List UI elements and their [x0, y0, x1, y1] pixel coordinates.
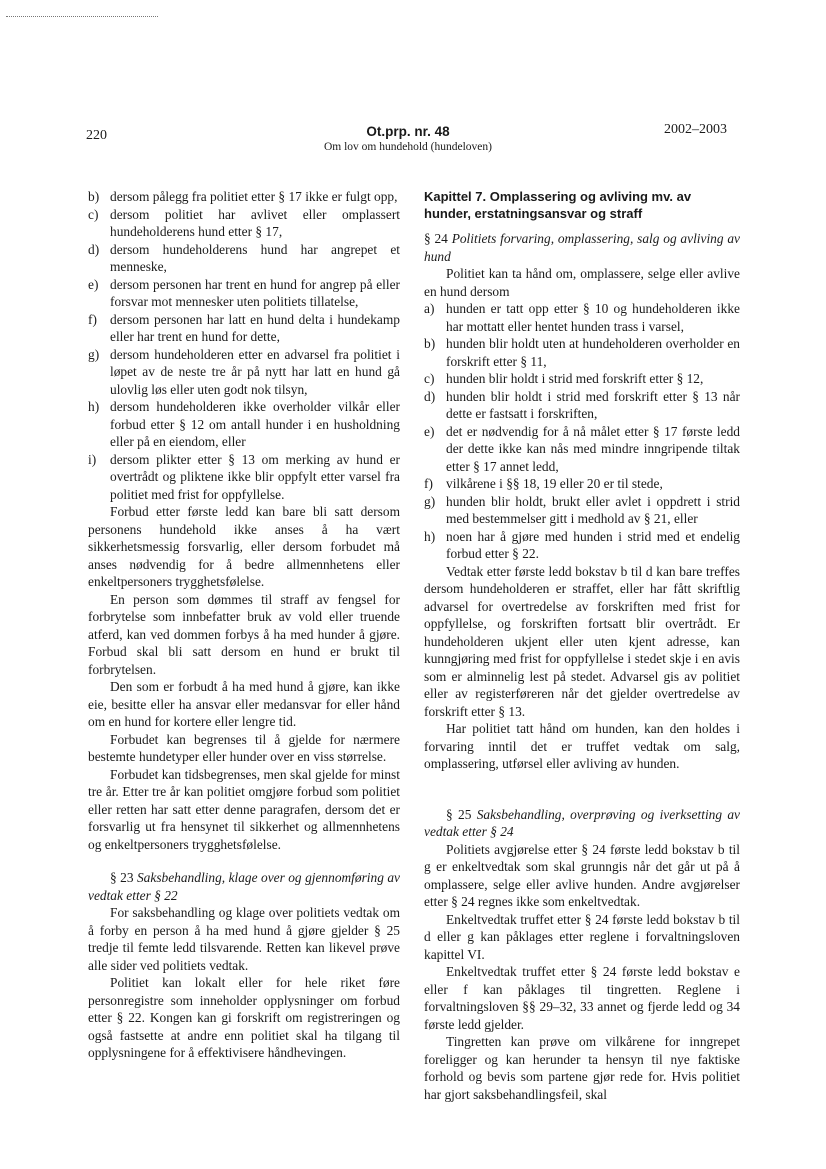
list-item: [88, 206, 400, 241]
paragraph: For saksbehandling og klage over politiets vedtak om å forby en person å ha med hund å gjøre gjelder § 25 tredje til femte ledd tilsvarende. Retten kan likevel prøve alle sider ved politiets vedtak.: [88, 905, 400, 973]
list-item-text: dersom pålegg fra politiet etter § 17 ikke er fulgt opp,: [110, 189, 398, 204]
list-item-text: hunden er tatt opp etter § 10 og hundeholderen ikke har mottatt eller hentet hunden trass i varsel,: [446, 301, 740, 334]
list-marker: b): [424, 336, 436, 351]
list-item-text: dersom hundeholderens hund har angrepet et menneske,: [110, 241, 400, 274]
paragraph: Politiet kan ta hånd om, omplassere, selge eller avlive en hund dersom: [424, 266, 740, 299]
paragraph: Forbudet kan begrenses til å gjelde for nærmere bestemte hundetyper eller hunder over en viss størrelse.: [88, 731, 400, 764]
list-item: [88, 398, 400, 451]
list-item-text: vilkårene i §§ 18, 19 eller 20 er til stede,: [446, 476, 663, 491]
list-item-text: dersom plikter etter § 13 om merking av hund er overtrådt og pliktene ikke blir oppfylt etter varsel fra politiet med frist for oppfyllelse.: [110, 451, 400, 502]
right-column: [424, 188, 740, 1103]
section-23: [88, 869, 400, 1062]
list-item: [88, 451, 400, 504]
list-item: [424, 300, 740, 335]
list-marker: c): [424, 371, 435, 386]
list-item: [88, 241, 400, 276]
chapter-title: Kapittel 7. Omplassering og avliving mv. av hunder, erstatningsansvar og straff: [424, 189, 692, 221]
paragraph: Tingretten kan prøve om vilkårene for inngrepet foreligger og kan herunder ta hensyn til nye faktiske forhold og bevis som partene gjør rede for. Hvis politiet har gjort saksbehandlingsfeil, skal: [424, 1034, 740, 1102]
list-item-text: dersom hundeholderen etter en advarsel fra politiet i løpet av de neste tre år på nytt har latt en hund gå ulovlig løs eller uten godt nok tilsyn,: [110, 346, 400, 397]
running-header: [300, 124, 516, 153]
section-title: Saksbehandling, klage over og gjennomføring av vedtak etter § 22: [88, 870, 400, 903]
left-column: [88, 188, 400, 1062]
list-item-text: dersom politiet har avlivet eller omplassert hundeholderens hund etter § 17,: [110, 206, 400, 239]
paragraph: Politiets avgjørelse etter § 24 første ledd bokstav b til g er enkeltvedtak som skal grunngis når det går ut på å omplassere, selge eller avlive hunden. Andre avgjørelser etter § 24 regnes ikke som enkeltvedtak.: [424, 841, 740, 909]
document-title: Ot.prp. nr. 48: [366, 124, 450, 139]
list-item: [424, 493, 740, 528]
section-25: [424, 806, 740, 1104]
paragraph: Har politiet tatt hånd om hunden, kan den holdes i forvaring inntil det er truffet vedtak om salg, omplassering, utførsel eller avliving av hunden.: [424, 721, 740, 771]
list-marker: c): [88, 206, 99, 222]
paragraph: Enkeltvedtak truffet etter § 24 første ledd bokstav b til d eller g kan påklages etter reglene i forvaltningsloven kapittel VI.: [424, 911, 740, 962]
list-marker: i): [88, 451, 97, 467]
list-marker: b): [88, 189, 100, 204]
section-heading: [424, 230, 740, 265]
list-marker: g): [424, 493, 436, 509]
list-item: [424, 370, 740, 388]
list-item: [424, 388, 740, 423]
list-item: [88, 188, 400, 206]
list-item: [88, 311, 400, 346]
list-item: [424, 423, 740, 476]
list-marker: e): [424, 423, 435, 439]
list-marker: f): [424, 476, 433, 491]
list-marker: h): [88, 399, 100, 414]
list-marker: g): [88, 346, 100, 362]
section-title: Politiets forvaring, omplassering, salg og avliving av hund: [424, 231, 740, 264]
list-marker: d): [424, 388, 436, 404]
list-item-text: hunden blir holdt, brukt eller avlet i oppdrett i strid med bestemmelser gitt i medhold av § 21, eller: [446, 493, 740, 526]
list-item-text: hunden blir holdt i strid med forskrift etter § 13 når dette er fastsatt i forskriften,: [446, 388, 740, 421]
section-title: Saksbehandling, overprøving og iverksetting av vedtak etter § 24: [424, 806, 740, 839]
paragraph: Politiet kan lokalt eller for hele riket føre personregistre som inneholder opplysninger om forbud etter § 22. Kongen kan gi forskrift om registreringen og også fastsette at andre enn politiet skal ha tilgang til opplysningene for å effektivisere håndhevingen.: [88, 975, 400, 1060]
paragraph: Forbud etter første ledd kan bare bli satt dersom personens hundehold ikke anses å ha vært sikkerhetsmessig forsvarlig, eller dersom forbudet må anses nødvendig for å bedre allmennhetens eller enkeltpersoners trygghetsfølelse.: [88, 504, 400, 589]
list-marker: f): [88, 311, 97, 327]
list-marker: e): [88, 276, 99, 292]
list-item: [424, 475, 740, 493]
paragraph: En person som dømmes til straff av fengsel for forbrytelse som innbefatter bruk av vold eller truende atferd, kan ved dommen forbys å ha med hunder å gjøre. Forbud skal bli satt dersom en hund er brukt til forbrytelsen.: [88, 591, 400, 677]
paragraph: Forbudet kan tidsbegrenses, men skal gjelde for minst tre år. Etter tre år kan politiet omgjøre forbud som politiet eller retten har satt etter denne paragrafen, dersom det er forsvarlig ut fra hensynet til sikkerhet og allmennhetens og enkeltpersoners trygghetsfølelse.: [88, 766, 400, 852]
list-marker: d): [88, 241, 100, 257]
list-item-text: dersom personen har trent en hund for angrep på eller forsvar mot mennesker uten politiets tillatelse,: [110, 276, 400, 309]
list-marker: a): [424, 301, 435, 316]
section-number: § 24: [424, 231, 448, 246]
document-subtitle: Om lov om hundehold (hundeloven): [323, 141, 492, 153]
list-item: [88, 346, 400, 399]
list-item-text: noen har å gjøre med hunden i strid med et endelig forbud etter § 22.: [446, 528, 740, 561]
paragraph: Enkeltvedtak truffet etter § 24 første ledd bokstav e eller f kan påklages til tingretten. Reglene i forvaltningsloven §§ 29–32, 33 annet og fjerde ledd og 34 første ledd gjelder.: [424, 964, 740, 1032]
section-number: § 25: [446, 806, 472, 822]
section-heading: [424, 806, 740, 841]
list-item-text: dersom personen har latt en hund delta i hundekamp eller har trent en hund for dette,: [110, 311, 400, 344]
session-year: 2002–2003: [664, 122, 727, 137]
page-number: 220: [86, 128, 107, 143]
section-heading: [88, 869, 400, 904]
list-item-text: det er nødvendig for å nå målet etter § 17 første ledd der dette ikke kan nås med mindre inngripende tiltak etter § 17 annet ledd,: [446, 423, 740, 474]
list-item-text: hunden blir holdt i strid med forskrift etter § 12,: [446, 371, 704, 386]
list-item-text: dersom hundeholderen ikke overholder vilkår eller forbud etter § 12 om antall hunder i en husholdning eller på en eiendom, eller: [110, 399, 400, 449]
paragraph: Den som er forbudt å ha med hund å gjøre, kan ikke eie, besitte eller ha ansvar eller medansvar for eller hånd om en hund for kortere eller lengre tid.: [88, 679, 400, 729]
paragraph: Vedtak etter første ledd bokstav b til d kan bare treffes dersom hundeholderen er straffet, eller har fått skriftlig advarsel for overtredelse av forskriften med frist for oppfyllelse, og forskriften fortsatt blir overtrådt. Er hundeholderen ukjent eller uten kjent adresse, kan kunngjøring med frist for oppfyllelse i stedet skje i en avis som er alminnelig lest på stedet. Advarsel gis av politiet eller av registerføreren når det gjelder overtredelse av forskrift etter § 13.: [424, 563, 740, 719]
section-spacer: [424, 773, 740, 790]
list-item: [424, 528, 740, 563]
section-number: § 23: [110, 870, 134, 885]
list-item: [424, 335, 740, 370]
list-item-text: hunden blir holdt uten at hundeholderen overholder en forskrift etter § 11,: [446, 336, 740, 369]
list-marker: h): [424, 528, 436, 544]
top-dotted-line: [6, 16, 158, 17]
list-item: [88, 276, 400, 311]
